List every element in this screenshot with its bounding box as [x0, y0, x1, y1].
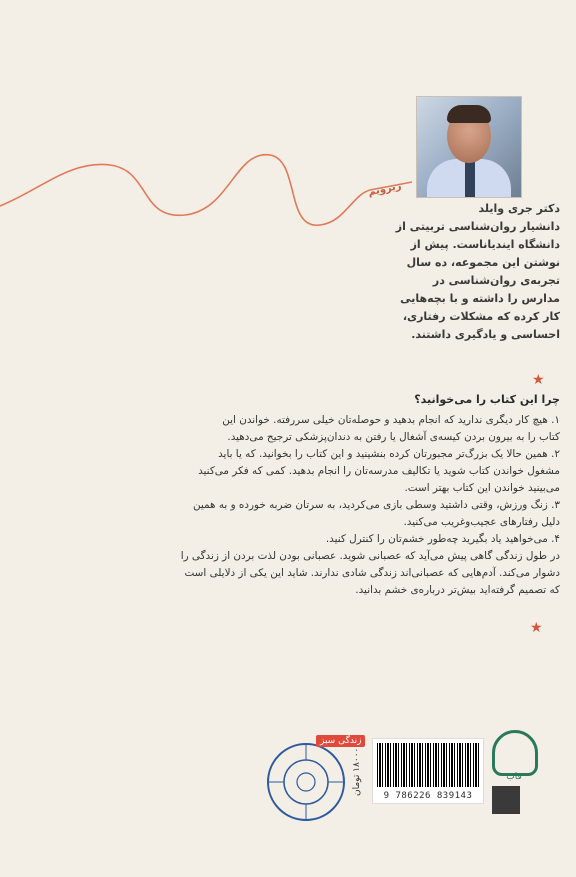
- photo-credit: زیرویم: [367, 180, 403, 199]
- bio-line: مدارس را داشته و با بچه‌هایی: [400, 292, 560, 305]
- publisher-logo-icon: [492, 730, 538, 776]
- bio-line: دانشگاه ایندیاناست. پیش از: [410, 238, 560, 251]
- series-label: زندگی سبز: [316, 735, 365, 747]
- author-name: دکتر جری وایلد: [478, 202, 560, 215]
- price-label: ۱۸۰۰۰ تومان: [352, 748, 362, 797]
- why-line: ۱. هیچ کار دیگری ندارید که انجام بدهید و حوصله‌تان خیلی سررفته. خواندن این: [222, 414, 560, 426]
- why-line: می‌بینید خواندن این کتاب بهتر است.: [404, 482, 560, 494]
- star-icon: ★: [530, 620, 543, 636]
- why-line: مشغول خواندن کتاب شوید یا تکالیف مدرسه‌تان را انجام بدهید. کمی که فکر می‌کنید: [198, 465, 560, 477]
- barcode-number: 9 786226 839143: [383, 791, 473, 801]
- why-line: ۴. می‌خواهید یاد بگیرید چه‌طور خشم‌تان را کنترل کنید.: [325, 533, 560, 545]
- bio-line: کار کرده که مشکلات رفتاری،: [402, 310, 560, 323]
- why-line: که تصمیم گرفته‌اید بیش‌تر درباره‌ی خشم بدانید.: [355, 584, 560, 596]
- bio-line: احساسی و یادگیری داشتند.: [411, 328, 560, 341]
- star-icon: ★: [532, 372, 545, 388]
- why-section: [120, 393, 560, 599]
- why-line: ۲. همین حالا یک بزرگ‌تر مجبورتان کرده بنشینید و این کتاب را بخوانید. که یا باید: [218, 448, 560, 460]
- bio-line: دانشیار روان‌شناسی تربیتی از: [395, 220, 560, 233]
- why-title: چرا این کتاب را می‌خوانید؟: [414, 393, 560, 406]
- bio-line: تجربه‌ی روان‌شناسی در: [432, 274, 560, 287]
- barcode: [372, 738, 484, 804]
- publisher-mark: [492, 786, 520, 814]
- why-line: دلیل رفتارهای عجیب‌وغریب می‌کنید.: [403, 516, 560, 528]
- why-line: ۳. زنگ ورزش، وقتی داشتید وسطی بازی می‌کردید، به سرتان ضربه خورده و به همین: [192, 499, 560, 511]
- barcode-bars: [377, 743, 479, 787]
- why-line: دشوار می‌کند. آدم‌هایی که عصبانی‌اند زندگی شادی ندارند. شاید این یکی از دلایلی است: [184, 567, 560, 579]
- why-line: در طول زندگی گاهی پیش می‌آید که عصبانی شوید. عصبانی بودن لذت بردن از زندگی را: [180, 550, 560, 562]
- author-bio: [360, 200, 560, 344]
- why-line: کتاب را به بیرون بردن کیسه‌ی آشغال یا رفتن به دندان‌پزشکی ترجیح می‌دهید.: [227, 431, 560, 443]
- series-wheel-icon: [264, 740, 348, 824]
- logo-label: قاب: [506, 772, 522, 782]
- bio-line: نوشتن این مجموعه، ده سال: [406, 256, 560, 269]
- author-photo: [416, 96, 522, 198]
